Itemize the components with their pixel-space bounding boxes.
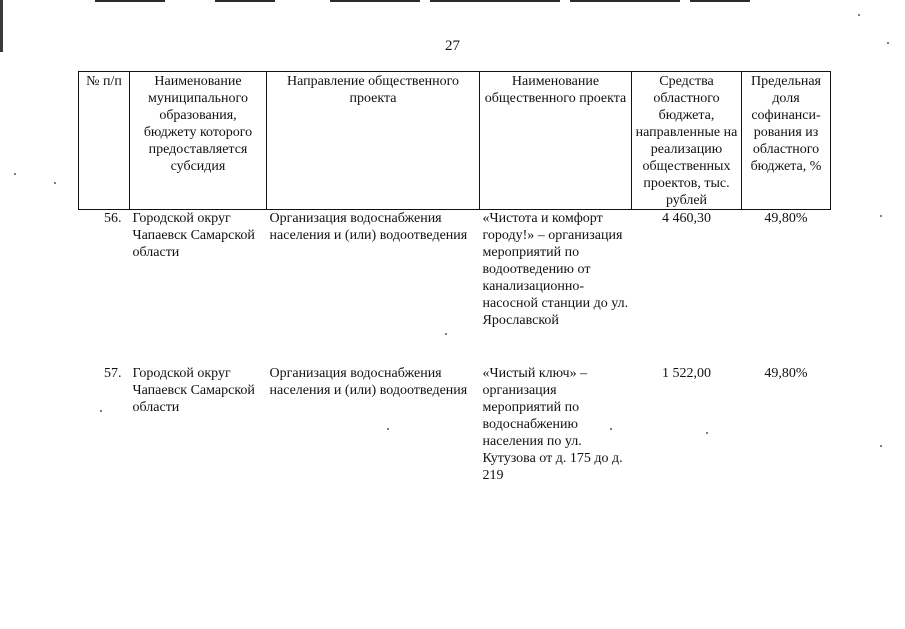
scan-speck: [880, 215, 882, 217]
subsidy-table: [78, 71, 831, 484]
row-direction: Организация водоснабжения населения и (или) водоотведения: [269, 211, 468, 243]
scan-line-artifact: [570, 0, 680, 2]
row-funds: 4 460,30: [662, 211, 711, 226]
row-funds: 1 522,00: [662, 366, 711, 381]
table-row: [79, 210, 831, 366]
scan-speck: [880, 445, 882, 447]
row-number: 56.: [104, 211, 122, 226]
row-share: 49,80%: [764, 211, 808, 226]
scan-line-artifact: [430, 0, 560, 2]
scan-speck: [858, 14, 860, 16]
scan-speck: [14, 173, 16, 175]
scan-speck: [54, 182, 56, 184]
row-municipality: Городской округ Чапаевск Самарской области: [132, 366, 255, 415]
scan-line-artifact: [690, 0, 750, 2]
row-number: 57.: [104, 366, 122, 381]
row-municipality: Городской округ Чапаевск Самарской области: [132, 211, 255, 260]
header-municipality: Наименование муниципального образования, бюджету которого предоставляется субсидия: [130, 72, 267, 210]
header-funds: Средства областного бюджета, направленные на реализацию общественных проектов, тыс. рублей: [632, 72, 742, 210]
scan-line-artifact: [215, 0, 275, 2]
row-project: «Чистый ключ» – организация мероприятий по водоснабжению населения по ул. Кутузова от д. 175 до д. 219: [482, 366, 623, 483]
row-direction: Организация водоснабжения населения и (или) водоотведения: [269, 366, 468, 398]
header-project: Наименование общественного проекта: [480, 72, 632, 210]
row-project: «Чистота и комфорт городу!» – организация мероприятий по водоотведению от канализационно-насосной станции до ул. Ярославской: [482, 211, 629, 328]
header-direction: Направление общественного проекта: [267, 72, 480, 210]
page-number: 27: [445, 38, 460, 54]
scan-line-artifact: [95, 0, 165, 2]
row-share: 49,80%: [764, 366, 808, 381]
table-header-row: [79, 72, 831, 210]
header-share: Предельная доля софинанси-рования из областного бюджета, %: [742, 72, 831, 210]
table-row: [79, 365, 831, 484]
scan-line-artifact: [330, 0, 420, 2]
header-num: № п/п: [79, 72, 130, 210]
